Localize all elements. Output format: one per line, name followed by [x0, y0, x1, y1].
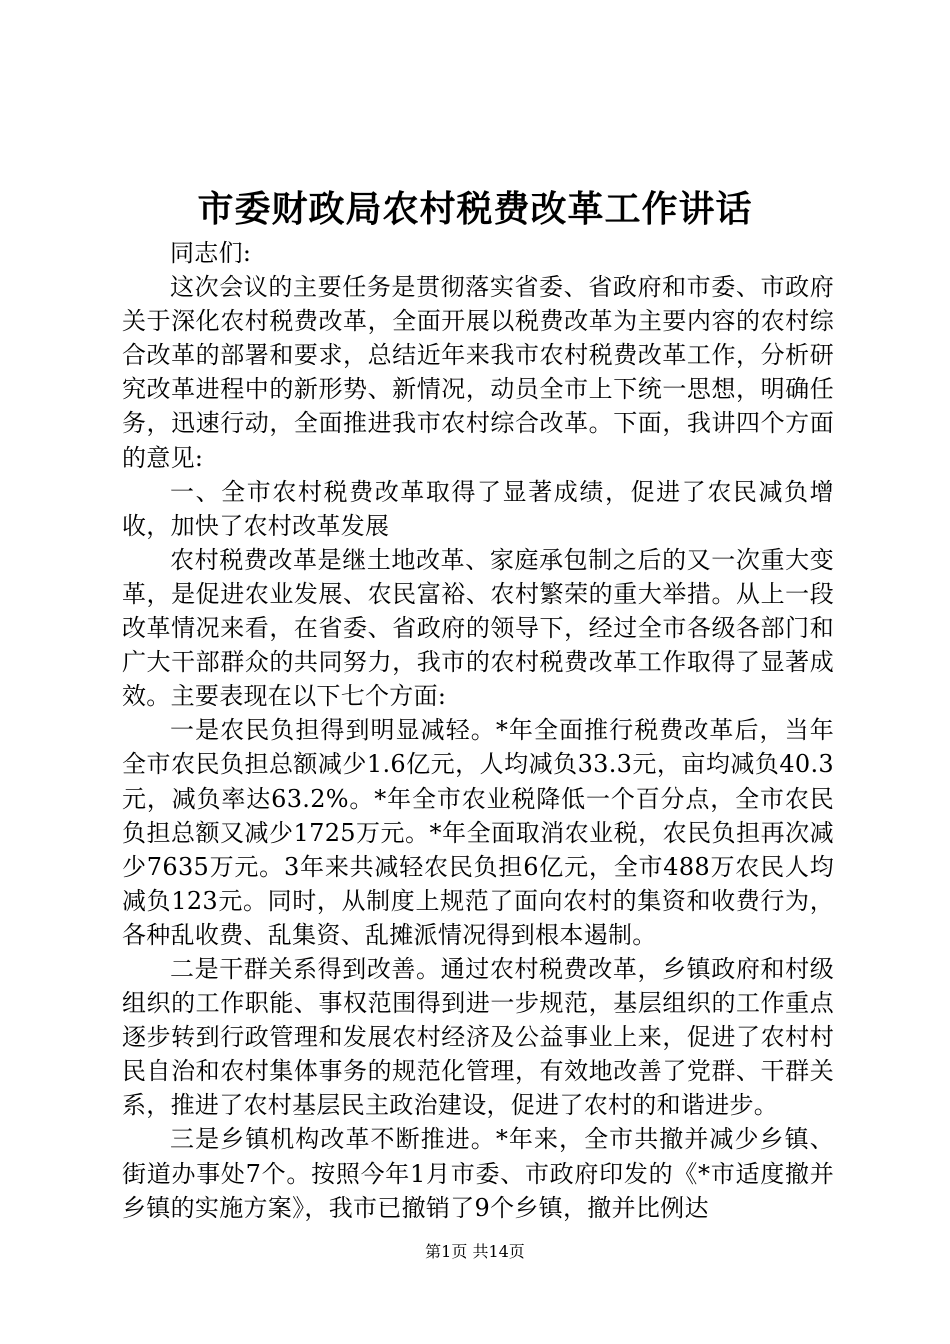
- page-number-footer: 第1页 共14页: [425, 1242, 525, 1261]
- section-heading-1: 一、全市农村税费改革取得了显著成绩，促进了农民减负增收，加快了农村改革发展: [122, 477, 834, 540]
- paragraph-overview: 农村税费改革是继土地改革、家庭承包制之后的又一次重大变革，是促进农业发展、农民富裕、农村繁荣的重大举措。从上一段改革情况来看，在省委、省政府的领导下，经过全市各级各部门和广大干部群众的共同努力，我市的农村税费改革工作取得了显著成效。主要表现在以下七个方面:: [122, 545, 834, 711]
- paragraph-point-1: 一是农民负担得到明显减轻。*年全面推行税费改革后，当年全市农民负担总额减少1.6亿元，人均减负33.3元，亩均减负40.3元，减负率达63.2%。*年全市农业税降低一个百分点，全市农民负担总额又减少1725万元。*年全面取消农业税，农民负担再次减少7635万元。3年来共减轻农民负担6亿元，全市488万农民人均减负123元。同时，从制度上规范了面向农村的集资和收费行为，各种乱收费、乱集资、乱摊派情况得到根本遏制。: [122, 716, 834, 949]
- paragraph-intro: 这次会议的主要任务是贯彻落实省委、省政府和市委、市政府关于深化农村税费改革，全面开展以税费改革为主要内容的农村综合改革的部署和要求，总结近年来我市农村税费改革工作，分析研究改革进程中的新形势、新情况，动员全市上下统一思想，明确任务，迅速行动，全面推进我市农村综合改革。下面，我讲四个方面的意见:: [122, 273, 834, 472]
- paragraph-point-2: 二是干群关系得到改善。通过农村税费改革，乡镇政府和村级组织的工作职能、事权范围得到进一步规范，基层组织的工作重点逐步转到行政管理和发展农村经济及公益事业上来，促进了农村村民自治和农村集体事务的规范化管理，有效地改善了党群、干群关系，推进了农村基层民主政治建设，促进了农村的和谐进步。: [122, 954, 834, 1120]
- document-title: 市委财政局农村税费改革工作讲话: [197, 188, 753, 230]
- paragraph-point-3: 三是乡镇机构改革不断推进。*年来，全市共撤并减少乡镇、街道办事处7个。按照今年1月市委、市政府印发的《*市适度撤并乡镇的实施方案》，我市已撤销了9个乡镇，撤并比例达: [122, 1125, 834, 1222]
- document-body: [122, 236, 834, 1225]
- salutation: 同志们:: [170, 239, 252, 267]
